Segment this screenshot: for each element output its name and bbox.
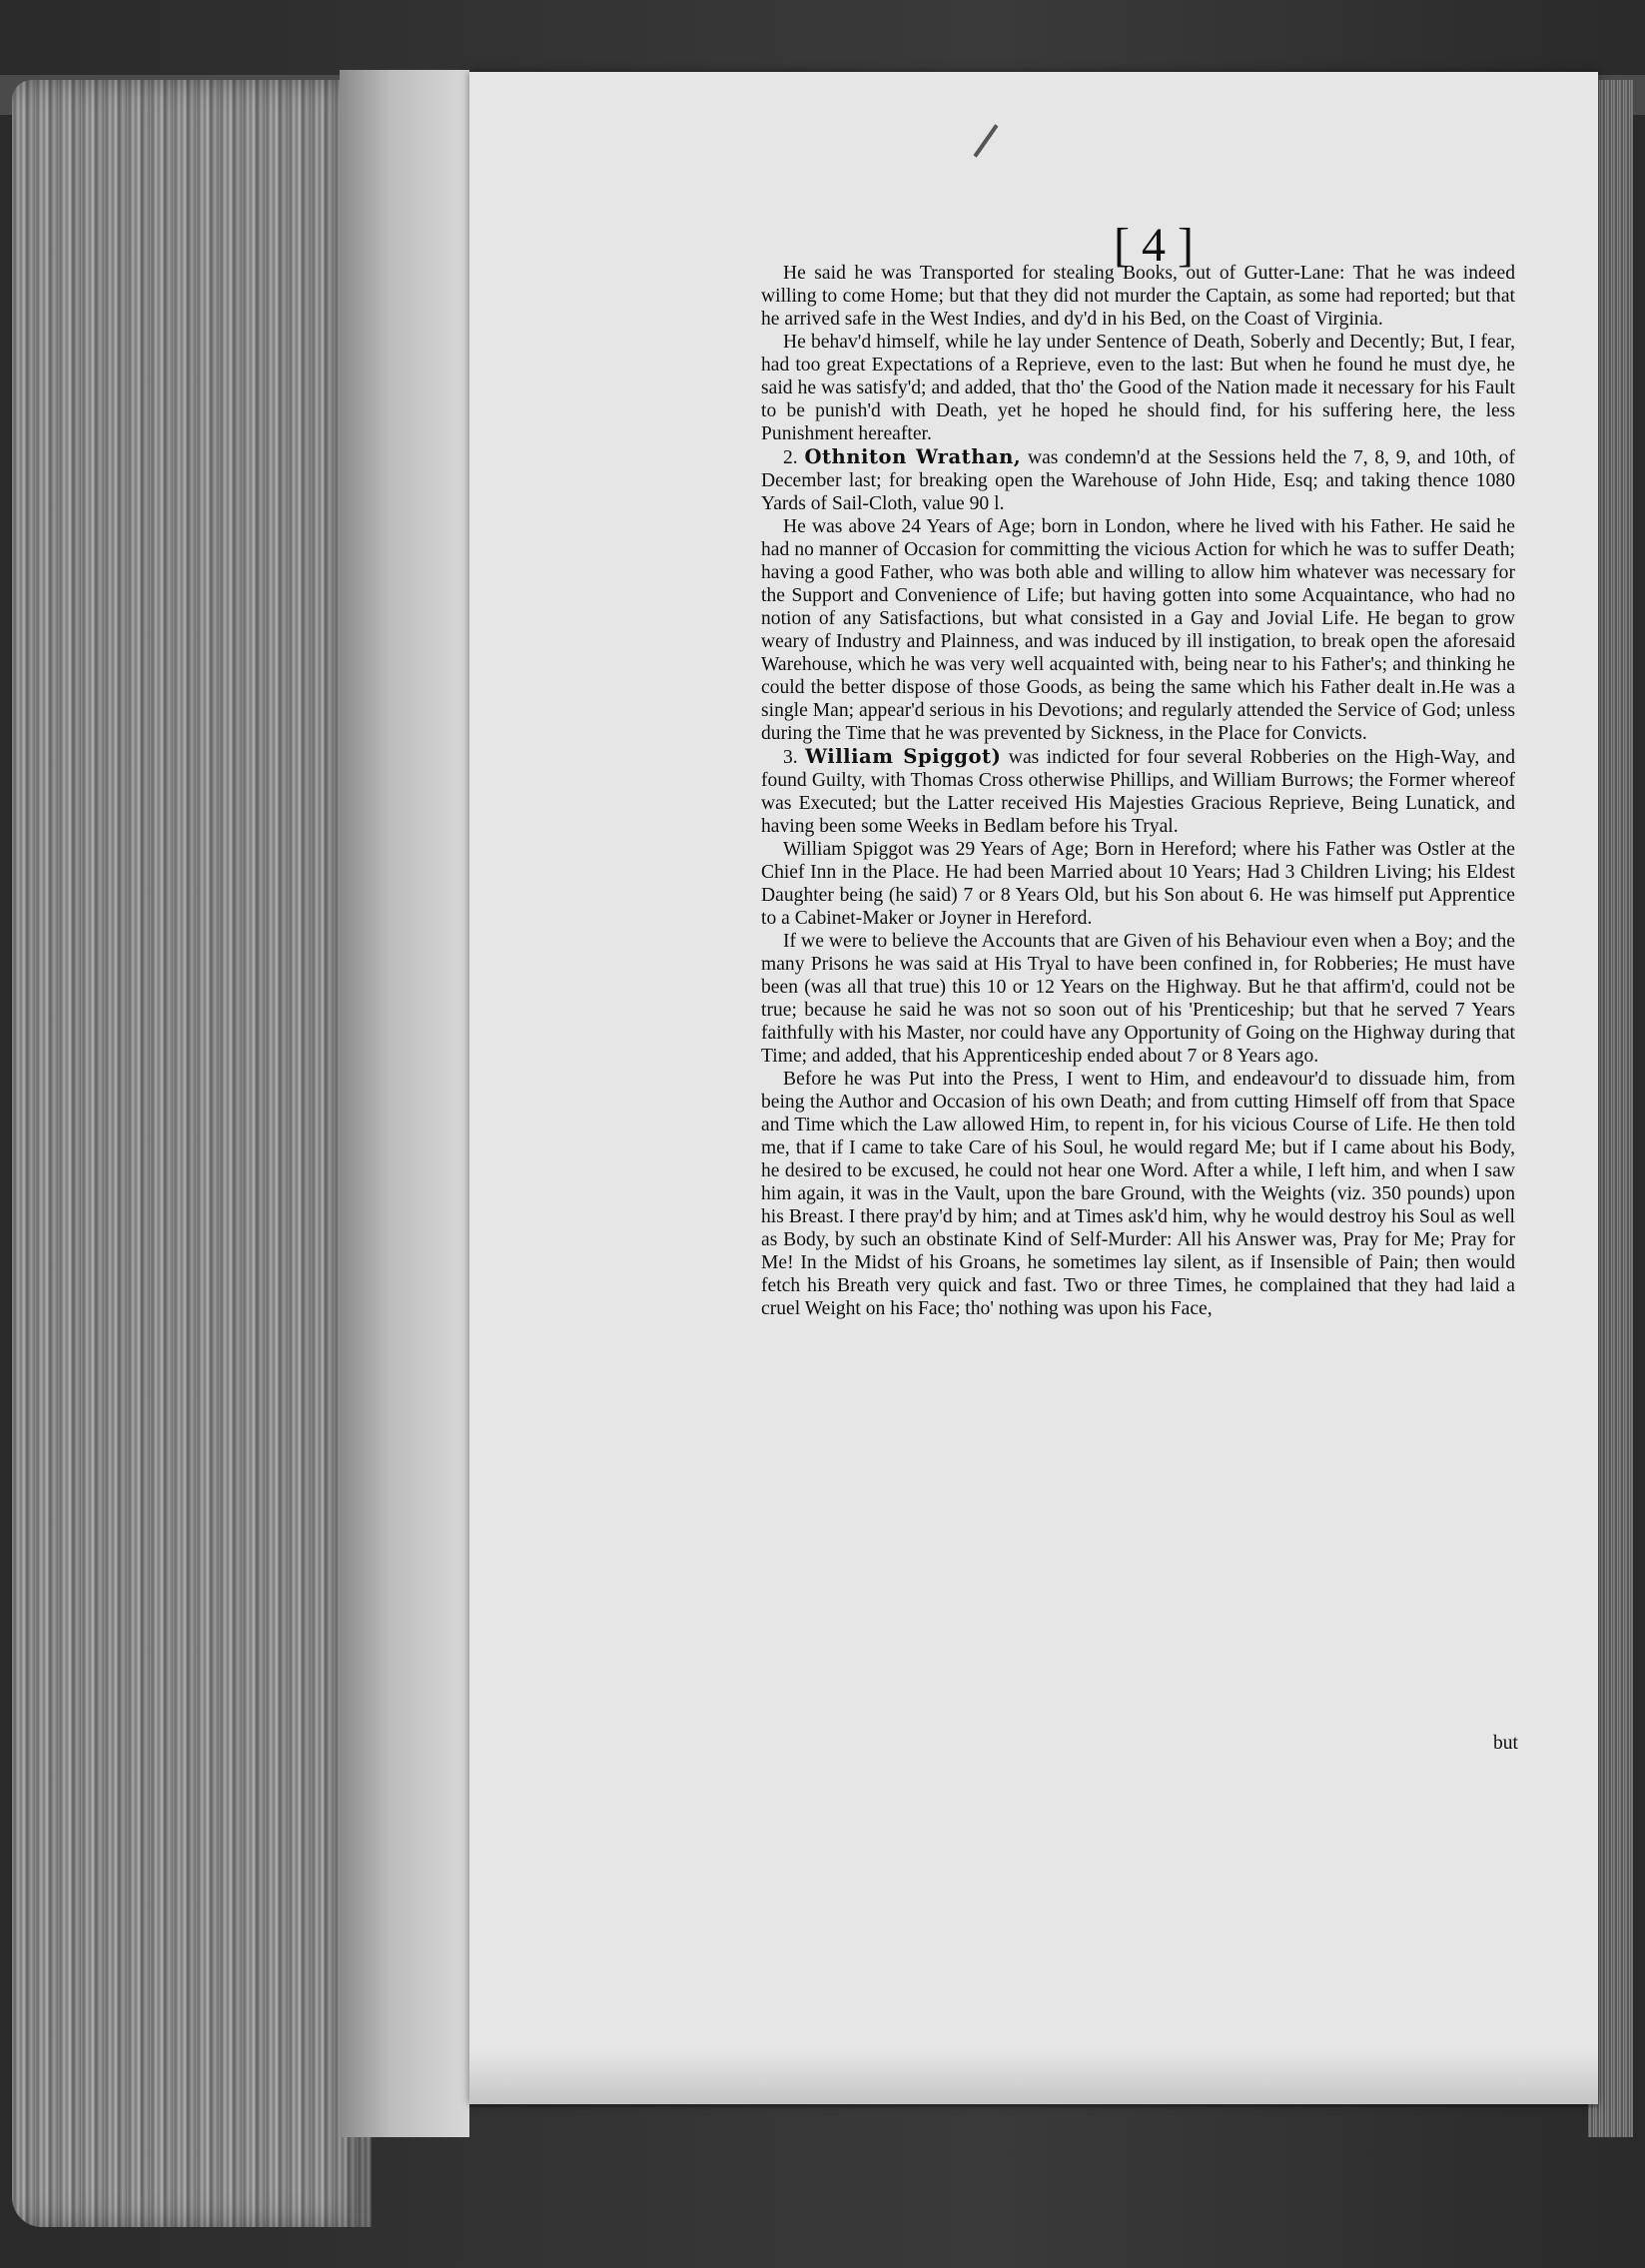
paragraph-age-london: He was above 24 Years of Age; born in London, where he lived with his Father. He said he had no manner of Occasion for committing the vicious Action for which he was to suffer Death; having a good Father, who was both able and willing to allow him whatever was necessary for the Support and Convenience of Life; but having gotten into some Acquaintance, who had no notion of any Satisfactions, but what consisted in a Gay and Jovial Life. He began to grow weary of Industry and Plainness, and was induced by ill instigation, to break open the aforesaid Warehouse, which he was very well acquainted with, being near to his Father's; and thinking he could the better dispose of those Goods, as being the same which his Father dealt in.He was a single Man; appear'd serious in his Devotions; and regularly attended the Service of God; unless during the Time that he was prevented by Sickness, in the Place for Convicts. [761,516,1515,744]
paragraph-press: Before he was Put into the Press, I went to Him, and endeavour'd to dissuade him, from being the Author and Occasion of his own Death; and from cutting Himself off from that Space and Time which the Law allowed Him, to repent in, for his vicious Course of Life. He then told me, that if I came to take Care of his Soul, he would regard Me; but if I came about his Body, he desired to be excused, he could not hear one Word. After a while, I left him, and when I saw him again, it was in the Vault, upon the bare Ground, with the Weights (viz. 350 pounds) upon his Breast. I there pray'd by him; and at Times ask'd him, why he would destroy his Soul as well as Body, by such an obstinate Kind of Self-Murder: All his Answer was, Pray for Me; Pray for Me! In the Midst of his Groans, he sometimes lay silent, as if Insensible of Pain; then would fetch his Breath very quick and fast. Two or three Times, he complained that they had laid a cruel Weight on his Face; tho' nothing was upon his Face, [761,1069,1515,1319]
item-2-number: 2. [783,447,798,468]
paragraph-item-2 [761,445,1515,515]
paragraph-transported: He said he was Transported for stealing Books, out of Gutter-Lane: That he was indeed willing to come Home; but that they did not murder the Captain, as some had reported; but that he arrived safe in the West Indies, and dy'd in his Bed, on the Coast of Virginia. [761,263,1515,330]
item-2-name: Othniton Wrathan, [804,445,1022,468]
page-bottom-shadow [469,2047,1598,2107]
paragraph-item-3 [761,745,1515,838]
item-3-number: 3. [783,747,798,768]
item-3-text: was indicted for four several Robberies on the High-Way, and found Guilty, with Thomas Cross otherwise Phillips, and William Burrows; the Former whereof was Executed; but the Latter received His Majesties Gracious Reprieve, Being Lunatick, and having been some Weeks in Bedlam before his Tryal. [761,747,1515,837]
paragraph-behaviour: He behav'd himself, while he lay under Sentence of Death, Soberly and Decently; But, I fear, had too great Expectations of a Reprieve, even to the last: But when he found he must dye, he said he was satisfy'd; and added, that tho' the Good of the Nation made it necessary for his Fault to be punish'd with Death, yet he hoped he should find, for his suffering here, the less Punishment hereafter. [761,332,1515,444]
body-text [761,262,1515,1320]
item-2-text: was condemn'd at the Sessions held the 7, 8, 9, and 10th, of December last; for breaking open the Warehouse of John Hide, Esq; and taking thence 1080 Yards of Sail-Cloth, value 90 l. [761,447,1515,514]
catchword: but [1492,1733,1518,1754]
paragraph-accounts: If we were to believe the Accounts that are Given of his Behaviour even when a Boy; and the many Prisons he was said at His Tryal to have been confined in, for Robberies; He must have been (was all that true) this 10 or 12 Years on the Highway. But he that affirm'd, could not be true; because he said he was not so soon out of his 'Prenticeship; but that he served 7 Years faithfully with his Master, nor could have any Opportunity of Going on the Highway during that Time; and added, that his Apprenticeship ended about 7 or 8 Years ago. [761,931,1515,1067]
item-3-name: William Spiggot) [805,745,1002,768]
page-number: [ 4 ] [1114,219,1194,272]
book-page-edges [12,80,372,2227]
gutter-shadow [340,70,469,2137]
paragraph-spiggot-age: William Spiggot was 29 Years of Age; Born in Hereford; where his Father was Ostler at the Chief Inn in the Place. He had been Married about 10 Years; Had 3 Children Living; his Eldest Daughter being (he said) 7 or 8 Years Old, but his Son about 6. He was himself put Apprentice to a Cabinet-Maker or Joyner in Hereford. [761,839,1515,929]
